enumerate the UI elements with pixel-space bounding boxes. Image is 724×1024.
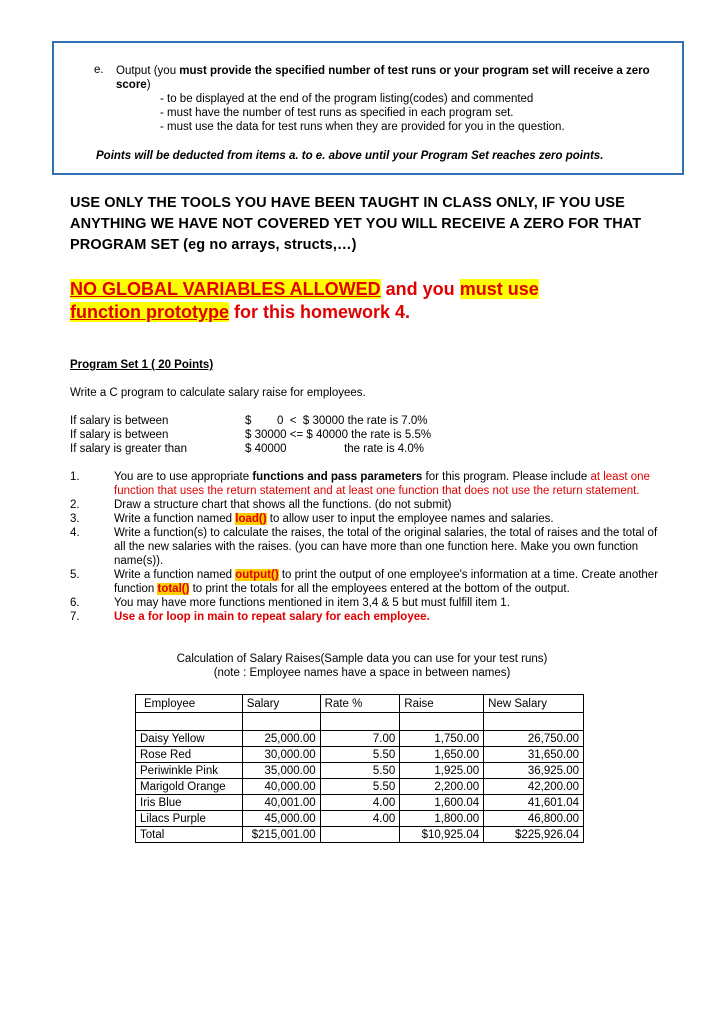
rate-condition: If salary is greater than — [70, 443, 187, 455]
sub-item: - must have the number of test runs as specified in each program set. — [160, 107, 514, 119]
rate-condition: If salary is between — [70, 429, 169, 441]
points-note: Points will be deducted from items a. to e. above until your Program Set reaches zero points. — [96, 150, 604, 162]
table-row: Rose Red 30,000.00 5.50 1,650.00 31,650.00 — [136, 747, 584, 763]
list-item: 3. Write a function named load() to allow user to input the employee names and salaries. — [70, 513, 554, 525]
list-item: 1. You are to use appropriate functions and pass parameters for this program. Please include at least one function that uses the return statement and at least one function that does not use the return statement. — [70, 471, 650, 497]
instruction-list — [70, 470, 660, 624]
sub-item: - must use the data for test runs when they are provided for you in the question. — [160, 121, 565, 133]
column-header: Salary — [242, 695, 320, 713]
list-item: 6. You may have more functions mentioned in item 3,4 & 5 but must fulfill item 1. — [70, 597, 510, 609]
global-variables-notice: NO GLOBAL VARIABLES ALLOWED and you must use function prototype for this homework 4. — [70, 279, 539, 322]
list-item: 4. Write a function(s) to calculate the raises, the total of the original salaries, the total of raises and the total of all the new salaries with the raises. (you can have more than one function here. Make you own function name(s)). — [70, 527, 658, 567]
rate-condition: If salary is between — [70, 415, 169, 427]
table-caption: Calculation of Salary Raises(Sample data you can use for your test runs) — [176, 653, 548, 665]
table-row: Iris Blue 40,001.00 4.00 1,600.04 41,601.04 — [136, 795, 584, 811]
program-set-title: Program Set 1 ( 20 Points) — [70, 359, 214, 371]
list-item: 5. Write a function named output() to print the output of one employee's information at a time. Create another function total() to print the totals for all the employees entered at the bottom of the output. — [70, 569, 659, 595]
table-row: Daisy Yellow 25,000.00 7.00 1,750.00 26,750.00 — [136, 731, 584, 747]
table-header-row — [136, 695, 584, 713]
table-note: (note : Employee names have a space in between names) — [213, 667, 511, 679]
rate-range: $ 0 < $ 30000 the rate is 7.0% — [245, 415, 428, 427]
rate-range: $ 30000 <= $ 40000 the rate is 5.5% — [245, 429, 432, 441]
program-intro: Write a C program to calculate salary raise for employees. — [70, 387, 366, 399]
list-item: 2. Draw a structure chart that shows all the functions. (do not submit) — [70, 499, 452, 511]
item-label: e. — [94, 64, 104, 76]
table-row: Lilacs Purple 45,000.00 4.00 1,800.00 46,800.00 — [136, 811, 584, 827]
total-row: Total $215,001.00 $10,925.04 $225,926.04 — [136, 827, 584, 843]
output-requirement: Output (you must provide the specified number of test runs or your program set will receive a zero score) — [116, 65, 650, 91]
table-row: Periwinkle Pink 35,000.00 5.50 1,925.00 36,925.00 — [136, 763, 584, 779]
salary-table — [135, 694, 584, 843]
column-header: Employee — [136, 695, 243, 713]
list-item: 7. Use a for loop in main to repeat salary for each employee. — [70, 611, 430, 623]
rate-range: $ 40000 the rate is 4.0% — [245, 443, 424, 455]
sub-item: - to be displayed at the end of the program listing(codes) and commented — [160, 93, 534, 105]
column-header: Rate % — [320, 695, 400, 713]
table-row: Marigold Orange 40,000.00 5.50 2,200.00 42,200.00 — [136, 779, 584, 795]
column-header: Raise — [400, 695, 484, 713]
column-header: New Salary — [484, 695, 584, 713]
spacer-row — [136, 713, 584, 731]
requirements-box — [52, 41, 684, 175]
tools-warning: USE ONLY THE TOOLS YOU HAVE BEEN TAUGHT IN CLASS ONLY, IF YOU USE ANYTHING WE HAVE NOT COVERED YET YOU WILL RECEIVE A ZERO FOR THAT PROGRAM SET (eg no arrays, structs,…) — [70, 195, 642, 253]
